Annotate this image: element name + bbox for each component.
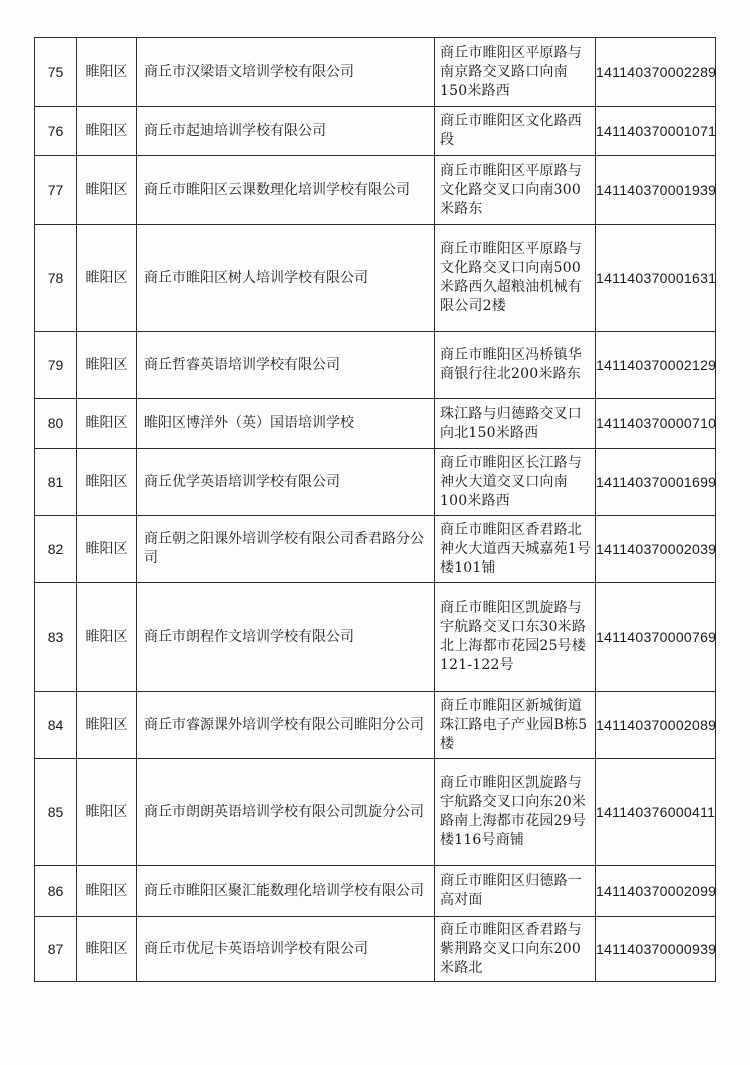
table-row: [35, 107, 716, 156]
license-code-cell: 141140370002089: [596, 692, 716, 759]
address-cell: 商丘市睢阳区香君路北神火大道西天城嘉苑1号楼101铺: [435, 516, 596, 583]
license-code-cell: 141140370002099: [596, 866, 716, 917]
row-number: 85: [35, 759, 77, 866]
district-cell: 睢阳区: [77, 917, 137, 982]
license-code-cell: 141140370000939: [596, 917, 716, 982]
school-name-cell: 商丘市睢阳区云课数理化培训学校有限公司: [137, 156, 435, 225]
license-code-cell: 141140370001071: [596, 107, 716, 156]
training-school-table: [34, 37, 716, 982]
table-row: [35, 759, 716, 866]
address-cell: 商丘市睢阳区新城街道珠江路电子产业园B栋5楼: [435, 692, 596, 759]
district-cell: 睢阳区: [77, 225, 137, 332]
table-row: [35, 866, 716, 917]
license-code-cell: 141140376000411: [596, 759, 716, 866]
address-cell: 商丘市睢阳区平原路与南京路交叉路口向南150米路西: [435, 38, 596, 107]
address-cell: 商丘市睢阳区平原路与文化路交叉口向南500米路西久超粮油机械有限公司2楼: [435, 225, 596, 332]
school-name-cell: 商丘市优尼卡英语培训学校有限公司: [137, 917, 435, 982]
address-cell: 商丘市睢阳区文化路西段: [435, 107, 596, 156]
row-number: 75: [35, 38, 77, 107]
district-cell: 睢阳区: [77, 449, 137, 516]
district-cell: 睢阳区: [77, 399, 137, 449]
table-row: [35, 38, 716, 107]
school-name-cell: 商丘市汉梁语文培训学校有限公司: [137, 38, 435, 107]
district-cell: 睢阳区: [77, 107, 137, 156]
row-number: 86: [35, 866, 77, 917]
license-code-cell: 141140370000769: [596, 583, 716, 692]
table-row: [35, 225, 716, 332]
school-name-cell: 睢阳区博洋外（英）国语培训学校: [137, 399, 435, 449]
license-code-cell: 141140370001699: [596, 449, 716, 516]
district-cell: 睢阳区: [77, 692, 137, 759]
address-cell: 商丘市睢阳区香君路与紫荆路交叉口向东200米路北: [435, 917, 596, 982]
district-cell: 睢阳区: [77, 866, 137, 917]
license-code-cell: 141140370000710: [596, 399, 716, 449]
license-code-cell: 141140370002289: [596, 38, 716, 107]
address-cell: 商丘市睢阳区凯旋路与宇航路交叉口向东20米路南上海都市花园29号楼116号商铺: [435, 759, 596, 866]
table-row: [35, 583, 716, 692]
address-cell: 珠江路与归德路交叉口向北150米路西: [435, 399, 596, 449]
address-cell: 商丘市睢阳区平原路与文化路交叉口向南300米路东: [435, 156, 596, 225]
license-code-cell: 141140370001631: [596, 225, 716, 332]
district-cell: 睢阳区: [77, 332, 137, 399]
row-number: 76: [35, 107, 77, 156]
table-row: [35, 399, 716, 449]
row-number: 80: [35, 399, 77, 449]
row-number: 87: [35, 917, 77, 982]
license-code-cell: 141140370002129: [596, 332, 716, 399]
district-cell: 睢阳区: [77, 583, 137, 692]
row-number: 81: [35, 449, 77, 516]
row-number: 78: [35, 225, 77, 332]
table-row: [35, 156, 716, 225]
license-code-cell: 141140370002039: [596, 516, 716, 583]
school-name-cell: 商丘哲睿英语培训学校有限公司: [137, 332, 435, 399]
school-name-cell: 商丘市睿源课外培训学校有限公司睢阳分公司: [137, 692, 435, 759]
district-cell: 睢阳区: [77, 516, 137, 583]
school-name-cell: 商丘市睢阳区聚汇能数理化培训学校有限公司: [137, 866, 435, 917]
district-cell: 睢阳区: [77, 759, 137, 866]
license-code-cell: 141140370001939: [596, 156, 716, 225]
address-cell: 商丘市睢阳区凯旋路与宇航路交叉口东30米路北上海都市花园25号楼121-122号: [435, 583, 596, 692]
district-cell: 睢阳区: [77, 38, 137, 107]
row-number: 79: [35, 332, 77, 399]
address-cell: 商丘市睢阳区长江路与神火大道交叉口向南100米路西: [435, 449, 596, 516]
table-row: [35, 332, 716, 399]
row-number: 82: [35, 516, 77, 583]
row-number: 77: [35, 156, 77, 225]
school-name-cell: 商丘市睢阳区树人培训学校有限公司: [137, 225, 435, 332]
row-number: 83: [35, 583, 77, 692]
school-name-cell: 商丘市起迪培训学校有限公司: [137, 107, 435, 156]
school-name-cell: 商丘市朗程作文培训学校有限公司: [137, 583, 435, 692]
district-cell: 睢阳区: [77, 156, 137, 225]
table-row: [35, 692, 716, 759]
table-row: [35, 516, 716, 583]
school-name-cell: 商丘优学英语培训学校有限公司: [137, 449, 435, 516]
school-name-cell: 商丘市朗朗英语培训学校有限公司凯旋分公司: [137, 759, 435, 866]
table-row: [35, 917, 716, 982]
school-name-cell: 商丘朝之阳课外培训学校有限公司香君路分公司: [137, 516, 435, 583]
address-cell: 商丘市睢阳区归德路一高对面: [435, 866, 596, 917]
address-cell: 商丘市睢阳区冯桥镇华商银行往北200米路东: [435, 332, 596, 399]
row-number: 84: [35, 692, 77, 759]
table-row: [35, 449, 716, 516]
